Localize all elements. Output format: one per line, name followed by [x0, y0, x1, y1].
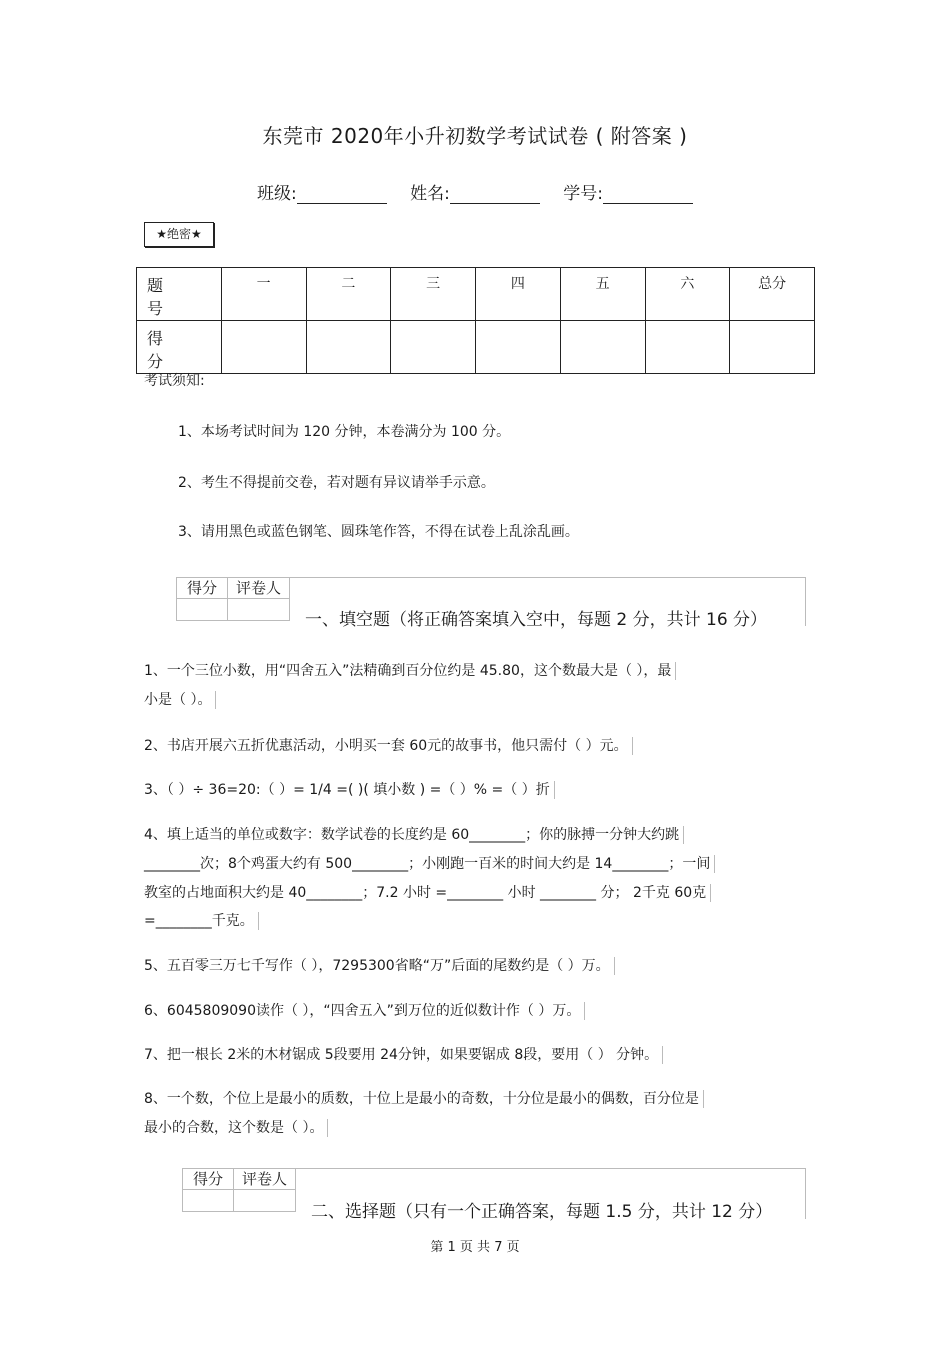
- notice-title: 考试须知:: [144, 373, 205, 389]
- line-bar: [554, 781, 555, 799]
- student-info-line: [0, 179, 950, 204]
- line-bar: [675, 662, 676, 680]
- line-bar: [683, 826, 684, 844]
- score-box-label: 得分: [177, 578, 228, 599]
- score-header-cell: 总分: [730, 268, 815, 321]
- name-label: 姓名:: [410, 184, 450, 204]
- question-4-line-1: [144, 824, 684, 844]
- score-box-divider: [233, 1190, 234, 1211]
- id-blank[interactable]: [603, 185, 693, 204]
- question-4-line-3: [144, 882, 711, 902]
- question-text: 4、填上适当的单位或数字：数学试卷的长度约是 60________；你的脉搏一分钟大约跳: [144, 827, 680, 843]
- score-header-cell: 六: [645, 268, 730, 321]
- question-2: [144, 735, 633, 755]
- question-text: 5、五百零三万七千写作（ ），7295300省略“万”后面的尾数约是（ ）万。: [144, 958, 610, 974]
- section1-title: 一、填空题（将正确答案填入空中，每题 2 分，共计 16 分）: [305, 610, 768, 630]
- line-bar: [614, 957, 615, 975]
- class-label: 班级:: [256, 184, 297, 204]
- id-label: 学号:: [563, 184, 603, 204]
- question-text: 8、一个数，个位上是最小的质数，十位上是最小的奇数，十分位是最小的偶数，百分位是: [144, 1091, 699, 1107]
- score-value-row: [137, 321, 815, 374]
- score-cell[interactable]: [730, 321, 815, 374]
- line-bar: [703, 1090, 704, 1108]
- score-header-row: [137, 268, 815, 321]
- question-8-line-1: [144, 1088, 704, 1108]
- name-blank[interactable]: [450, 185, 540, 204]
- question-text: ________次；8个鸡蛋大约有 500________；小刚跑一百米的时间大约是 14________；一间: [144, 856, 711, 872]
- notice-rule-2: 2、考生不得提前交卷，若对题有异议请举手示意。: [178, 475, 495, 491]
- score-header-label: 题 号: [137, 268, 222, 321]
- class-blank[interactable]: [297, 185, 387, 204]
- question-1-line-2: [144, 689, 216, 709]
- score-header-cell: 五: [560, 268, 645, 321]
- question-text: 3、（ ）÷ 36=20:（ ）= 1/4 =( )( 填小数 ) =（ ）% =（ ）折: [144, 782, 550, 798]
- score-cell[interactable]: [221, 321, 306, 374]
- score-row-label: 得 分: [137, 321, 222, 374]
- section2-title: 二、选择题（只有一个正确答案，每题 1.5 分，共计 12 分）: [311, 1202, 773, 1222]
- secret-stamp: ★绝密★: [144, 222, 214, 247]
- notice-rule-3: 3、请用黑色或蓝色钢笔、圆珠笔作答，不得在试卷上乱涂乱画。: [178, 524, 579, 540]
- question-text: 1、一个三位小数，用“四舍五入”法精确到百分位约是 45.80，这个数最大是（ ），最: [144, 663, 672, 679]
- section1-score-box: [176, 577, 290, 621]
- score-header-cell: 四: [476, 268, 561, 321]
- line-bar: [215, 691, 216, 709]
- score-cell[interactable]: [306, 321, 391, 374]
- question-text: 最小的合数，这个数是（ ）。: [144, 1120, 324, 1136]
- score-cell[interactable]: [391, 321, 476, 374]
- grader-box-label: 评卷人: [234, 1169, 295, 1190]
- grader-box-label: 评卷人: [228, 578, 289, 599]
- question-5: [144, 955, 615, 975]
- question-text: 小是（ ）。: [144, 692, 212, 708]
- score-header-cell: 二: [306, 268, 391, 321]
- score-box-label: 得分: [183, 1169, 234, 1190]
- line-bar: [714, 855, 715, 873]
- question-text: 7、把一根长 2米的木材锯成 5段要用 24分钟，如果要锯成 8段，要用（ ） 分钟。: [144, 1047, 659, 1063]
- question-text: =________千克。: [144, 913, 254, 929]
- line-bar: [632, 737, 633, 755]
- question-7: [144, 1044, 663, 1064]
- line-bar: [584, 1002, 585, 1020]
- line-bar: [258, 912, 259, 930]
- question-text: 6、6045809090读作（ ），“四舍五入”到万位的近似数计作（ ）万。: [144, 1003, 581, 1019]
- question-4-line-4: [144, 910, 259, 930]
- notice-rule-1: 1、本场考试时间为 120 分钟，本卷满分为 100 分。: [178, 424, 511, 440]
- score-cell[interactable]: [560, 321, 645, 374]
- question-1-line-1: [144, 660, 676, 680]
- section2-score-box: [182, 1168, 296, 1212]
- line-bar: [710, 884, 711, 902]
- question-text: 教室的占地面积大约是 40________；7.2 小时 =________ 小时 ________ 分； 2千克 60克: [144, 885, 707, 901]
- line-bar: [662, 1046, 663, 1064]
- score-table: [136, 267, 815, 374]
- page-title: 东莞市 2020年小升初数学考试试卷 ( 附答案 ): [262, 124, 688, 148]
- question-6: [144, 1000, 585, 1020]
- line-bar: [327, 1119, 328, 1137]
- score-box-divider: [227, 599, 228, 620]
- question-text: 2、书店开展六五折优惠活动，小明买一套 60元的故事书，他只需付（ ）元。: [144, 738, 628, 754]
- score-header-cell: 一: [221, 268, 306, 321]
- page-footer: 第 1 页 共 7 页: [430, 1240, 520, 1255]
- question-8-line-2: [144, 1117, 328, 1137]
- score-cell[interactable]: [476, 321, 561, 374]
- score-header-cell: 三: [391, 268, 476, 321]
- score-cell[interactable]: [645, 321, 730, 374]
- question-3: [144, 779, 555, 799]
- question-4-line-2: [144, 853, 715, 873]
